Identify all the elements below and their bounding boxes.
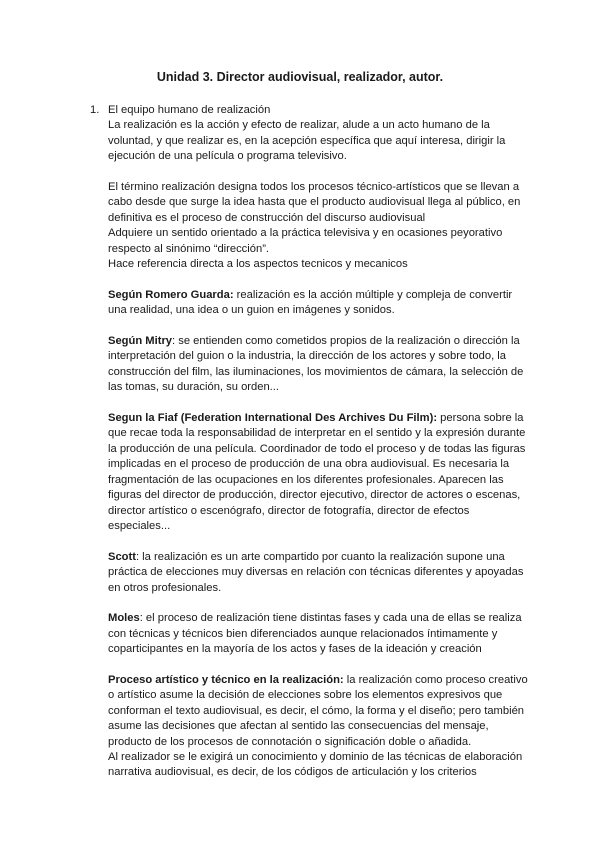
paragraph-text: persona sobre la [437, 412, 524, 425]
paragraph-proceso [108, 673, 528, 781]
paragraph-text: : la realización es un arte compartido por cuanto la realización supone una [135, 550, 505, 563]
paragraph-line: especiales... [108, 519, 171, 532]
paragraph-line: implicadas en el proceso de producción de una obra audiovisual. Es necesaria la [108, 458, 510, 471]
paragraph-line: coparticipantes en la mayoría de los actos y fases de la ideación y creación [108, 643, 482, 656]
paragraph-line: director artístico o escenógrafo, director de fotografía, director de efectos [108, 504, 470, 517]
section-heading: El equipo humano de realización [108, 104, 271, 116]
list-number: 1. [90, 104, 100, 116]
term-label: Scott [108, 550, 136, 563]
term-label: Segun la Fiaf (Federation International Des Archives Du Film): [108, 412, 438, 425]
term-label: Proceso artístico y técnico en la realización: [108, 673, 344, 686]
paragraph-line: conforman el texto audiovisual, es decir, el cómo, la forma y el diseño; pero también [108, 704, 525, 717]
paragraph-line: con técnicas y técnicos bien diferenciados aunque relacionados íntimamente y [108, 627, 498, 640]
paragraph-line: ejecución de una película o programa televisivo. [108, 150, 347, 163]
paragraph-line: producto de los procesos de connotación o significación doble o añadida. [108, 735, 472, 748]
paragraph-line: El término realización designa todos los procesos técnico-artísticos que se llevan a [108, 181, 520, 194]
document-body [90, 103, 528, 796]
paragraph-line: práctica de elecciones muy diversas en relación con técnicas diferentes y apoyadas [108, 566, 524, 579]
paragraph-line: asume las decisiones que afectan al sentido las consecuencias del mensaje, [108, 720, 489, 733]
term-label: Según Mitry [108, 335, 173, 348]
paragraph-line: que recae toda la responsabilidad de interpretar en el sentido y la expresión durante [108, 427, 526, 440]
paragraph-line: figuras del director de producción, director ejecutivo, director de actores o escenas, [108, 489, 521, 502]
paragraph-text: : el proceso de realización tiene distintas fases y cada una de ellas se realiza [139, 612, 522, 625]
paragraph-line: construcción del film, las iluminaciones, los movimientos de cámara, la selección de [108, 365, 524, 378]
paragraph-line: la producción de una película. Coordinador de todo el proceso y de todas las figuras [108, 442, 526, 455]
term-label: Moles [108, 612, 140, 625]
paragraph-moles [108, 611, 522, 657]
paragraph-mitry [108, 334, 524, 396]
paragraph-line: Al realizador se le exigirá un conocimiento y dominio de las técnicas de elaboración [108, 750, 523, 763]
paragraph-termino [108, 180, 521, 272]
paragraph-line: interpretación del guion o la industria, la dirección de los actores y sobre todo, la [108, 350, 507, 363]
page-title: Unidad 3. Director audiovisual, realizador, autor. [156, 70, 444, 84]
paragraph-text: realización es la acción múltiple y compleja de convertir [233, 288, 513, 301]
paragraph-line: las tomas, su duración, su orden... [108, 381, 280, 394]
paragraph-line: voluntad, y que realizar es, en la acepción específica que aquí interesa, dirigir la [108, 134, 506, 147]
paragraph-line: definitiva es el proceso de construcción del discurso audiovisual [108, 211, 426, 224]
paragraph-line: o artístico asume la decisión de elecciones sobre los elementos expresivos que [108, 689, 503, 702]
paragraph-line: fragmentación de las ocupaciones en los diferentes profesionales. Aparecen las [108, 473, 504, 486]
paragraph-scott [108, 550, 524, 596]
paragraph-line: en otros profesionales. [108, 581, 222, 594]
paragraph-line: respecto al sinónimo “dirección”. [108, 242, 270, 255]
paragraph-line: Adquiere un sentido orientado a la práctica televisiva y en ocasiones peyorativo [108, 227, 503, 240]
paragraph-line: Hace referencia directa a los aspectos tecnicos y mecanicos [108, 258, 408, 271]
paragraph-line: una realidad, una idea o un guion en imágenes y sonidos. [108, 304, 395, 317]
paragraph-fiaf [108, 411, 526, 534]
term-label: Según Romero Guarda: [108, 288, 234, 301]
section-1-intro [90, 103, 508, 165]
paragraph-romero-guarda [108, 288, 513, 319]
paragraph-line: La realización es la acción y efecto de realizar, alude a un acto humano de la [108, 119, 490, 132]
paragraph-text: la realización como proceso creativo [343, 673, 528, 686]
paragraph-text: : se entienden como cometidos propios de la realización o dirección la [172, 335, 520, 348]
paragraph-line: narrativa audiovisual, es decir, de los códigos de articulación y los criterios [108, 766, 477, 779]
paragraph-line: cabo desde que surge la idea hasta que el producto audiovisual llega al público, en [108, 196, 521, 209]
